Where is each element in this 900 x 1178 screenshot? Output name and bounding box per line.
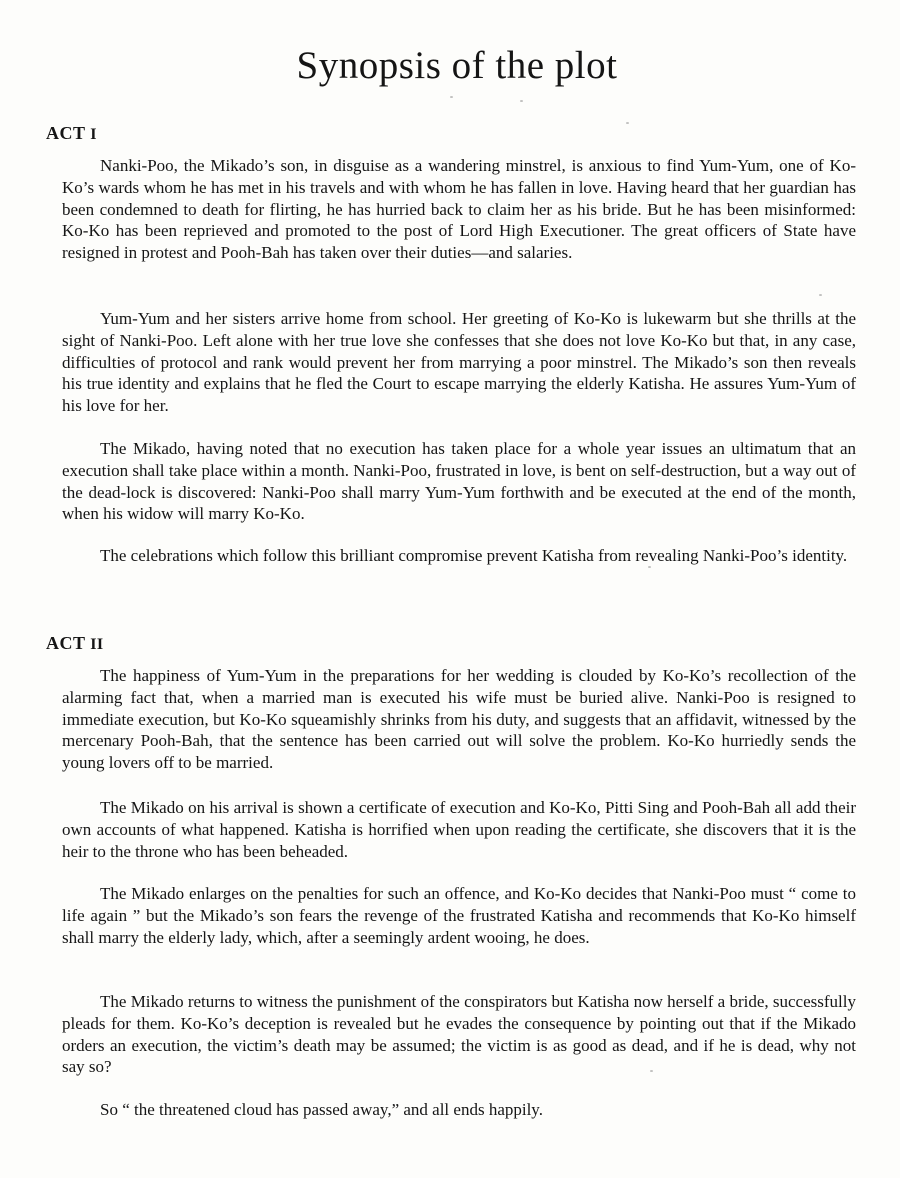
print-speck [626,122,629,124]
act-1-heading-numeral: I [90,126,97,143]
act-1-heading-prefix: ACT [46,123,91,143]
act-1-paragraph-3: The Mikado, having noted that no execution has taken place for a whole year issues an ultimatum that an execution shall take place within a month. Nanki-Poo, frustrated in love, is bent on self-destruction, but a way out of the dead-lock is discovered: Nanki-Poo shall marry Yum-Yum forthwith and be executed at the end of the month, when his widow will marry Ko-Ko. [62,439,856,524]
print-speck [648,566,651,568]
act-2-heading [46,634,104,653]
act-1-paragraph-4: The celebrations which follow this brilliant compromise prevent Katisha from revealing Nanki-Poo’s identity. [100,546,848,565]
act-2-paragraph-5: So “ the threatened cloud has passed away,” and all ends happily. [100,1100,543,1119]
act-1-paragraph-2: Yum-Yum and her sisters arrive home from school. Her greeting of Ko-Ko is lukewarm but she thrills at the sight of Nanki-Poo. Left alone with her true love she confesses that she does not love Ko-Ko but that, in any case, difficulties of protocol and rank would prevent her from marrying a poor minstrel. The Mikado’s son then reveals his true identity and explains that he fled the Court to escape marrying the elderly Katisha. He assures Yum-Yum of his love for her. [62,309,856,416]
act-2-paragraph-3: The Mikado enlarges on the penalties for such an offence, and Ko-Ko decides that Nanki-Poo must “ come to life again ” but the Mikado’s son fears the revenge of the frustrated Katisha and recommends that Ko-Ko himself shall marry the elderly lady, which, after a seemingly ardent wooing, he does. [62,884,856,947]
print-speck [520,100,523,102]
act-1-paragraph-1: Nanki-Poo, the Mikado’s son, in disguise as a wandering minstrel, is anxious to find Yum-Yum, one of Ko-Ko’s wards whom he has met in his travels and with whom he has fallen in love. Having heard that her guardian has been condemned to death for flirting, he has hurried back to claim her as his bride. But he has been misinformed: Ko-Ko has been reprieved and promoted to the post of Lord High Executioner. The great officers of State have resigned in protest and Pooh-Bah has taken over their duties—and salaries. [62,156,856,263]
act-2-paragraph-1: The happiness of Yum-Yum in the preparations for her wedding is clouded by Ko-Ko’s recollection of the alarming fact that, when a married man is executed his wife must be buried alive. Nanki-Poo is resigned to immediate execution, but Ko-Ko squeamishly shrinks from his duty, and suggests that an affidavit, witnessed by the mercenary Pooh-Bah, that the sentence has been carried out will solve the problem. Ko-Ko hurriedly sends the young lovers off to be married. [62,666,856,773]
act-1-heading [46,124,97,143]
act-2-heading-prefix: ACT [46,633,91,653]
print-speck [450,96,453,98]
act-2-heading-numeral: II [90,636,104,653]
print-speck [650,1070,653,1072]
act-2-paragraph-2: The Mikado on his arrival is shown a certificate of execution and Ko-Ko, Pitti Sing and Pooh-Bah all add their own accounts of what happened. Katisha is horrified when upon reading the certificate, she discovers that it is the heir to the throne who has been beheaded. [62,798,856,861]
print-speck [819,294,822,296]
act-2-paragraph-4: The Mikado returns to witness the punishment of the conspirators but Katisha now herself a bride, successfully pleads for them. Ko-Ko’s deception is revealed but he evades the consequence by pointing out that if the Mikado orders an execution, the victim’s death may be assumed; the victim is as good as dead, and if he is dead, why not say so? [62,992,856,1077]
page-title: Synopsis of the plot [296,44,618,87]
